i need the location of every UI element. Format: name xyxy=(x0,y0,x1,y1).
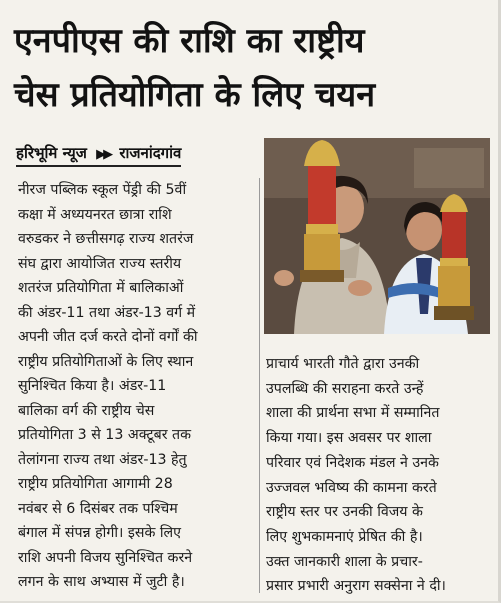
article-line: प्रतियोगिता 3 से 13 अक्टूबर तक xyxy=(18,427,191,443)
article-line: संघ द्वारा आयोजित राज्य स्तरीय xyxy=(18,255,182,272)
article-line: राशि अपनी विजय सुनिश्चित करने xyxy=(18,549,193,566)
article-line: बालिका वर्ग की राष्ट्रीय चेस xyxy=(18,402,155,419)
article-line: लगन के साथ अभ्यास में जुटी है। xyxy=(18,574,185,590)
column-divider xyxy=(259,178,260,593)
article-line: उपलब्धि की सराहना करते उन्हें xyxy=(266,380,424,397)
byline-place: राजनांदगांव xyxy=(119,144,182,162)
article-line: किया गया। इस अवसर पर शाला xyxy=(266,430,432,447)
article-column-left xyxy=(18,178,254,595)
article-line: नीरज पब्लिक स्कूल पेंड्री की 5वीं xyxy=(18,182,187,198)
article-line: तेलांगना राज्य तथा अंडर-13 हेतु xyxy=(18,451,187,468)
photo-illustration xyxy=(264,138,490,334)
article-line: शाला की प्रार्थना सभा में सम्मानित xyxy=(266,405,440,422)
article-line: सुनिश्चित किया है। अंडर-11 xyxy=(18,378,167,394)
article-line: वरुडकर ने छत्तीसगढ़ राज्य शतरंज xyxy=(18,231,194,247)
article-line: कक्षा में अध्ययनरत छात्रा राशि xyxy=(18,206,172,223)
article-line: राष्ट्रीय स्तर पर उनकी विजय के xyxy=(266,504,423,521)
article-line: उज्जवल भविष्य की कामना करते xyxy=(266,479,437,496)
article-line: राष्ट्रीय प्रतियोगिताओं के लिए स्थान xyxy=(18,353,194,370)
headline-line-1: एनपीएस की राशि का राष्ट्रीय xyxy=(14,21,365,61)
article-line: परिवार एवं निदेशक मंडल ने उनके xyxy=(266,454,439,471)
article-line: राष्ट्रीय प्रतियोगिता आगामी 28 xyxy=(18,476,173,492)
double-arrow-icon: ▶▶ xyxy=(96,147,111,162)
news-photo xyxy=(264,138,490,334)
article-line: प्राचार्य भारती गौते द्वारा उनकी xyxy=(266,356,420,372)
article-line: प्रसार प्रभारी अनुराग सक्सेना ने दी। xyxy=(266,578,446,595)
article-line: की अंडर-11 तथा अंडर-13 वर्ग में xyxy=(18,304,196,321)
headline-line-2: चेस प्रतियोगिता के लिए चयन xyxy=(14,75,376,115)
article-line: बंगाल में संपन्न होगी। इसके लिए xyxy=(18,525,181,541)
article-line: लिए शुभकामनाएं प्रेषित की है। xyxy=(266,528,423,545)
article-line: नवंबर से 6 दिसंबर तक पश्चिम xyxy=(18,500,178,517)
article-line: शतरंज प्रतियोगिता में बालिकाओं xyxy=(18,280,184,296)
byline xyxy=(16,143,181,167)
article-line: अपनी जीत दर्ज करते दोनों वर्गों की xyxy=(18,329,198,345)
headline xyxy=(14,14,490,122)
article-line: उक्त जानकारी शाला के प्रचार- xyxy=(266,553,423,570)
article-column-right xyxy=(266,352,492,599)
byline-source: हरिभूमि न्यूज xyxy=(16,144,87,162)
